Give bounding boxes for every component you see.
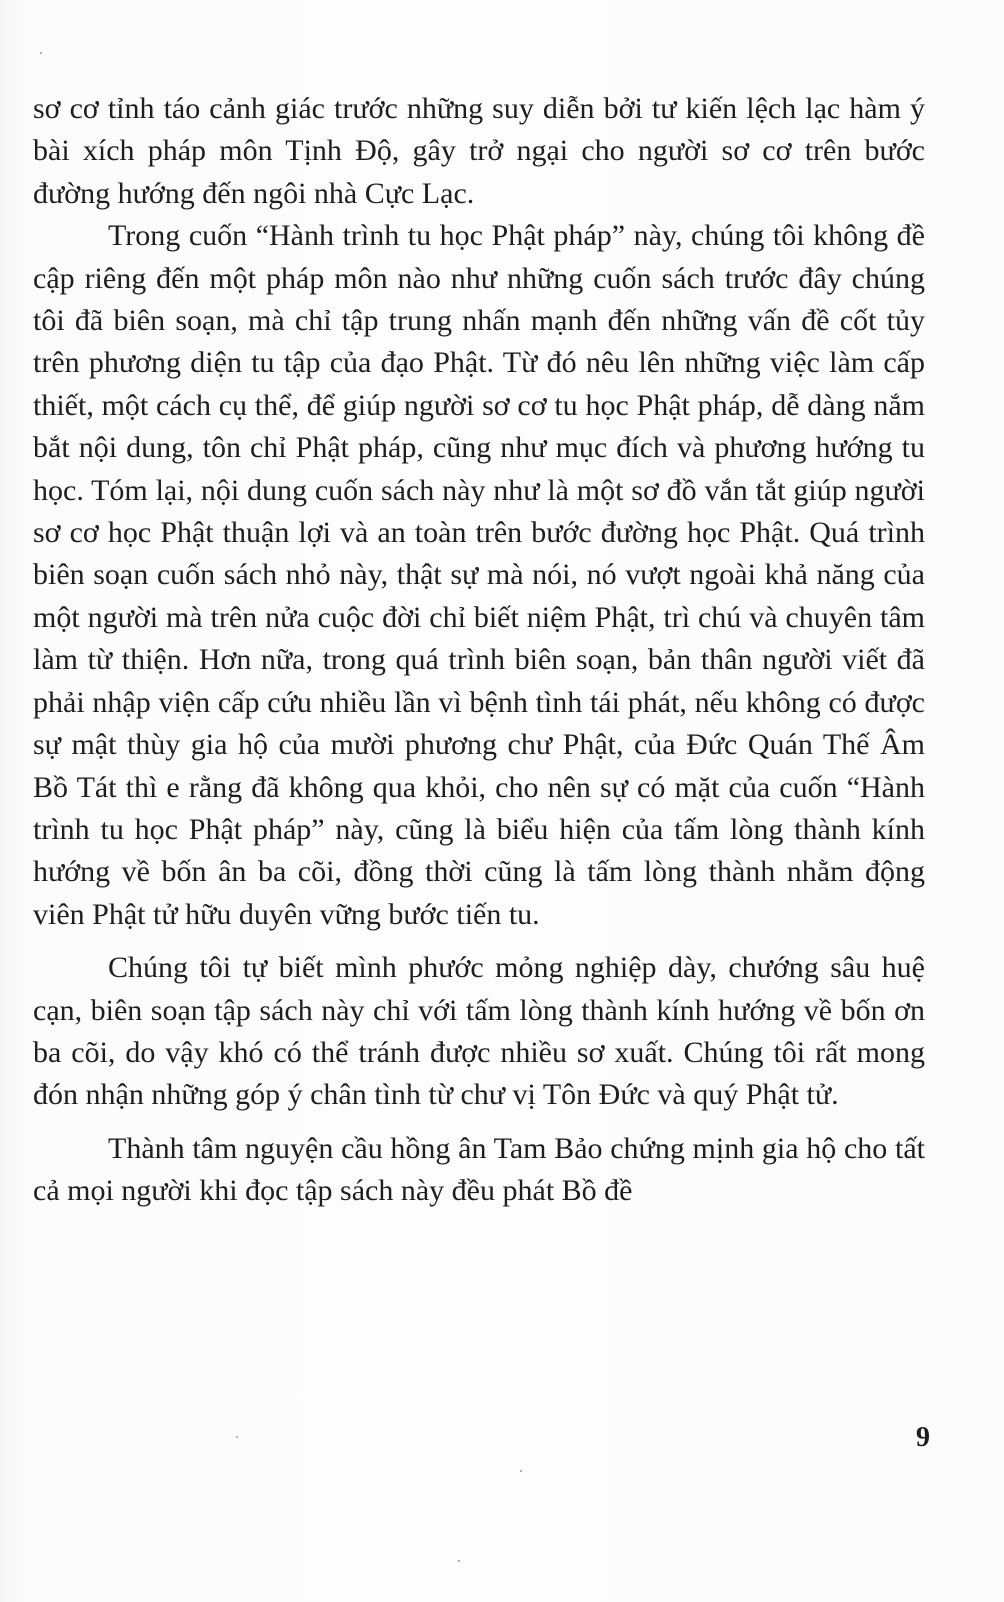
body-text [33,88,925,1213]
paragraph-2: Trong cuốn “Hành trình tu học Phật pháp” này, chúng tôi không đề cập riêng đến một pháp môn nào như những cuốn sách trước đây chúng tôi đã biên soạn, mà chỉ tập trung nhấn mạnh đến những vấn đề cốt tủy trên phương diện tu tập của đạo Phật. Từ đó nêu lên những việc làm cấp thiết, một cách cụ thể, để giúp người sơ cơ tu học Phật pháp, dễ dàng nắm bắt nội dung, tôn chỉ Phật pháp, cũng như mục đích và phương hướng tu học. Tóm lại, nội dung cuốn sách này như là một sơ đồ vắn tắt giúp người sơ cơ học Phật thuận lợi và an toàn trên bước đường học Phật. Quá trình biên soạn cuốn sách nhỏ này, thật sự mà nói, nó vượt ngoài khả năng của một người mà trên nửa cuộc đời chỉ biết niệm Phật, trì chú và chuyên tâm làm từ thiện. Hơn nữa, trong quá trình biên soạn, bản thân người viết đã phải nhập viện cấp cứu nhiều lần vì bệnh tình tái phát, nếu không có được sự mật thùy gia hộ của mười phương chư Phật, của Đức Quán Thế Âm Bồ Tát thì e rằng đã không qua khỏi, cho nên sự có mặt của cuốn “Hành trình tu học Phật pháp” này, cũng là biểu hiện của tấm lòng thành kính hướng về bốn ân ba cõi, đồng thời cũng là tấm lòng thành nhằm động viên Phật tử hữu duyên vững bước tiến tu. [33,219,925,931]
paper-speck [458,1560,460,1562]
paper-speck [40,52,42,54]
page-number: 9 [916,1422,930,1453]
paper-speck [520,1470,522,1472]
paragraph-3: Chúng tôi tự biết mình phước mỏng nghiệp dày, chướng sâu huệ cạn, biên soạn tập sách này chỉ với tấm lòng thành kính hướng về bốn ơn ba cõi, do vậy khó có thể tránh được nhiều sơ xuất. Chúng tôi rất mong đón nhận những góp ý chân tình từ chư vị Tôn Đức và quý Phật tử. [33,951,925,1112]
paper-speck [236,1436,238,1438]
paragraph-4: Thành tâm nguyện cầu hồng ân Tam Bảo chứng mịnh gia hộ cho tất cả mọi người khi đọc tập sách này đều phát Bồ đề [33,1131,925,1208]
paragraph-1: sơ cơ tỉnh táo cảnh giác trước những suy diễn bởi tư kiến lệch lạc hàm ý bài xích pháp môn Tịnh Độ, gây trở ngại cho người sơ cơ trên bước đường hướng đến ngôi nhà Cực Lạc. [33,92,925,210]
